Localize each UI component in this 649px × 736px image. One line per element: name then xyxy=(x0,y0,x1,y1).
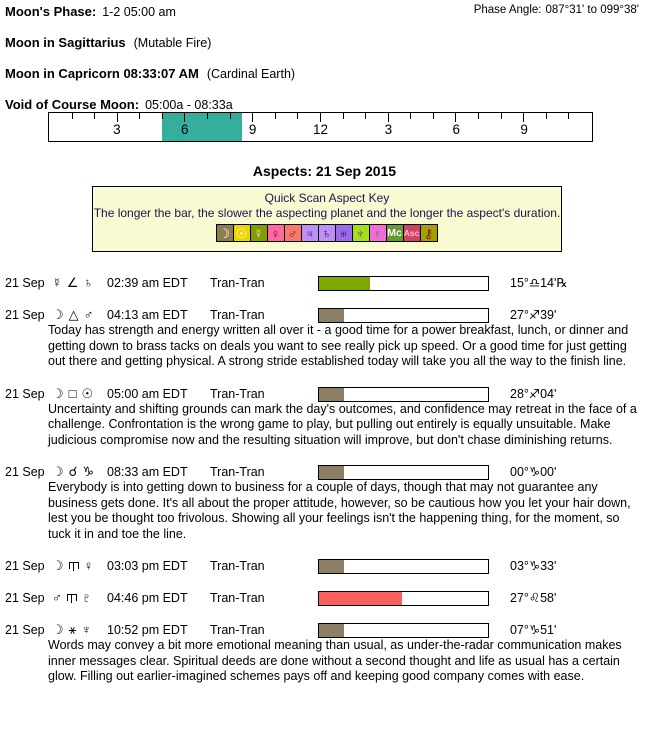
aspect-type: Tran-Tran xyxy=(210,276,265,290)
duration-bar xyxy=(318,623,489,638)
degree-position: 03°♑33' xyxy=(510,559,557,573)
voc-label: Void of Course Moon: xyxy=(5,97,140,112)
aspect-type: Tran-Tran xyxy=(210,559,265,573)
voc-line xyxy=(5,97,649,112)
duration-bar-fill xyxy=(319,560,344,573)
duration-bar xyxy=(318,387,489,402)
sesquiquadrate-icon xyxy=(67,593,77,604)
quick-scan-key-box xyxy=(92,186,562,252)
sun-icon: ☉ xyxy=(233,224,251,242)
aspect-row-moon-sextile-neptune xyxy=(5,622,649,685)
mercury-icon: ☿ xyxy=(52,275,62,290)
neptune-icon: ♆ xyxy=(352,224,370,242)
phase-angle-value: 087°31' to 099°38' xyxy=(545,4,639,16)
neptune-icon: ♆ xyxy=(81,622,92,637)
moon-icon: ☽ xyxy=(52,464,64,479)
trine-icon: △ xyxy=(68,307,79,322)
phase-angle-label: Phase Angle: xyxy=(473,4,542,16)
mars-icon: ♂ xyxy=(52,590,62,605)
aspect-date: 21 Sep xyxy=(5,465,45,479)
aspect-description: Everybody is into getting down to business for a couple of days, though that may not guarantee any business gets done. It's all about the proper attitude, however, so be cautious how you let your hair down, lest you be thought too frivolous. Showing all your feelings isn't the happening thing, for the moment, so tuck it in and toe the line. xyxy=(48,480,631,541)
aspect-row-moon-conjunct-capricorn xyxy=(5,464,649,542)
aspect-description: Today has strength and energy written all over it - a good time for a power breakfast, lunch, or dinner and getting down to brass tacks on deals you want to see really pick up speed. Or a good time for just getting out there and getting physical. A strong stride established today will take you all the way to the finish line. xyxy=(48,323,629,368)
aspect-time: 08:33 am EDT xyxy=(107,465,188,479)
duration-bar-fill xyxy=(319,388,344,401)
degree-position: 27°♌58' xyxy=(510,591,557,605)
duration-bar xyxy=(318,591,489,606)
ruler-label-3pm: 3 xyxy=(384,122,393,137)
venus-icon: ♀ xyxy=(267,224,285,242)
moon-ingress: Moon in Capricorn 08:33:07 AM xyxy=(5,66,199,81)
venus-icon: ♀ xyxy=(83,558,94,573)
aspect-description: Uncertainty and shifting grounds can mark the day's outcomes, and confidence may retreat in the face of a challenge. Confrontation is the wrong game to play, but pulling out entirely is equally unsuitable. Make judicious compromise now and the resulting situation will improve, but don't chase diminishing returns. xyxy=(48,401,637,447)
aspect-date: 21 Sep xyxy=(5,591,45,605)
aspect-time: 10:52 pm EDT xyxy=(107,623,188,637)
aspect-list xyxy=(5,275,649,685)
key-title: Quick Scan Aspect Key xyxy=(264,191,390,205)
chiron-icon: ⚷ xyxy=(420,224,438,242)
aspect-description: Words may convey a bit more emotional meaning than usual, as under-the-radar communication makes inner messages clear. Spiritual deeds are done without a second thought and life as usual has a certain glow. Filling out earlier-imagined schemes pays off and keeping good company comes with ease. xyxy=(48,638,622,683)
semi-square-icon: ∠ xyxy=(66,275,79,290)
mercury-icon: ☿ xyxy=(250,224,268,242)
aspect-row-mercury-semisquare-saturn xyxy=(5,275,649,291)
voc-value: 05:00a - 08:33a xyxy=(145,98,233,112)
sesquiquadrate-icon xyxy=(69,561,79,572)
jupiter-icon: ♃ xyxy=(301,224,319,242)
duration-bar-fill xyxy=(319,592,402,605)
saturn-icon: ♄ xyxy=(318,224,336,242)
moon-icon: ☽ xyxy=(52,385,64,401)
duration-bar xyxy=(318,308,489,323)
ruler-label-6pm: 6 xyxy=(452,122,461,137)
aspect-date: 21 Sep xyxy=(5,623,45,637)
moon-icon: ☽ xyxy=(52,307,64,322)
aspect-time: 02:39 am EDT xyxy=(107,276,188,290)
duration-bar xyxy=(318,465,489,480)
degree-position: 07°♑51' xyxy=(510,623,557,637)
moon-icon: ☽ xyxy=(52,558,64,573)
uranus-icon: ♅ xyxy=(335,224,353,242)
moon-icon: ☽ xyxy=(52,622,64,637)
aspect-type: Tran-Tran xyxy=(210,623,265,637)
aspect-type: Tran-Tran xyxy=(210,591,265,605)
phase-angle xyxy=(474,4,639,16)
aspect-date: 21 Sep xyxy=(5,276,45,290)
planet-key-row xyxy=(93,224,561,242)
sextile-icon: ⚹ xyxy=(68,622,77,637)
aspect-date: 21 Sep xyxy=(5,308,45,322)
ruler-label-6am: 6 xyxy=(180,122,189,137)
moons-phase-label: Moon's Phase: xyxy=(5,4,97,19)
ruler-label-3am: 3 xyxy=(113,122,121,137)
aspect-time: 05:00 am EDT xyxy=(107,386,188,401)
degree-position: 00°♑00' xyxy=(510,465,557,479)
aspect-date: 21 Sep xyxy=(5,386,45,401)
pluto-icon: ♇ xyxy=(81,590,92,605)
aspect-row-mars-sesquiquadrate-pluto xyxy=(5,590,649,606)
moon-ingress-line xyxy=(5,66,649,81)
ruler-label-12pm: 12 xyxy=(312,122,329,137)
mars-icon: ♂ xyxy=(83,307,94,322)
duration-bar-fill xyxy=(319,309,344,322)
duration-bar xyxy=(318,559,489,574)
capricorn-icon: ♑ xyxy=(82,464,95,479)
duration-bar-fill xyxy=(319,624,344,637)
duration-bar-fill xyxy=(319,466,344,479)
sun-icon: ☉ xyxy=(81,385,94,401)
pluto-icon: ♇ xyxy=(369,224,387,242)
moon-sign-line xyxy=(5,35,649,50)
mc-label: Mc xyxy=(386,224,404,242)
voc-timeline-ruler xyxy=(48,112,593,142)
moon-icon: ☽ xyxy=(216,224,234,242)
aspect-date: 21 Sep xyxy=(5,559,45,573)
moon-sign-element: (Mutable Fire) xyxy=(133,36,212,50)
aspect-type: Tran-Tran xyxy=(210,465,265,479)
aspects-title: Aspects: 21 Sep 2015 xyxy=(252,163,397,179)
duration-bar xyxy=(318,276,489,291)
aspect-row-moon-square-sun xyxy=(5,386,649,449)
aspect-type: Tran-Tran xyxy=(210,308,265,322)
asc-label: Asc xyxy=(403,224,421,242)
ruler-label-9pm: 9 xyxy=(520,122,528,137)
aspect-time: 04:13 am EDT xyxy=(107,308,188,322)
aspect-row-moon-sesquiquadrate-venus xyxy=(5,558,649,574)
aspect-row-moon-trine-mars xyxy=(5,307,649,370)
moons-phase-value: 1-2 05:00 am xyxy=(102,5,176,19)
degree-position: 28°♐04' xyxy=(510,386,557,401)
aspect-type: Tran-Tran xyxy=(210,386,265,401)
ruler-label-9am: 9 xyxy=(248,122,257,137)
key-subtitle: The longer the bar, the slower the aspecting planet and the longer the aspect's duration. xyxy=(93,206,561,220)
square-icon: □ xyxy=(68,385,77,401)
saturn-icon: ♄ xyxy=(83,275,94,290)
duration-bar-fill xyxy=(319,277,370,290)
conjunction-icon: ☌ xyxy=(68,464,78,479)
moon-sign: Moon in Sagittarius xyxy=(5,35,126,50)
aspect-time: 04:46 pm EDT xyxy=(107,591,188,605)
degree-position: 27°♐39' xyxy=(510,308,557,322)
moon-ingress-element: (Cardinal Earth) xyxy=(206,67,296,81)
degree-position: 15°♎14'℞ xyxy=(510,276,568,290)
aspect-time: 03:03 pm EDT xyxy=(107,559,188,573)
mars-icon: ♂ xyxy=(284,224,302,242)
